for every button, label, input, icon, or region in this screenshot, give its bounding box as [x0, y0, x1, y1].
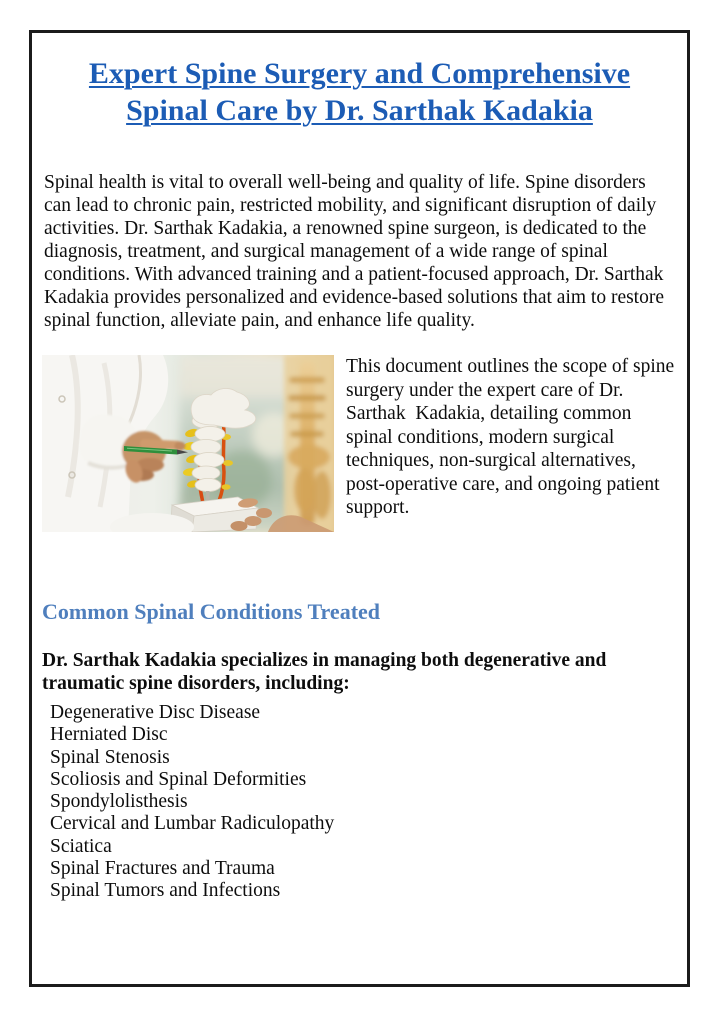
condition-item: Sciatica	[50, 835, 112, 857]
page-border-frame	[29, 30, 690, 987]
intro-paragraph: Spinal health is vital to overall well-being and quality of life. Spine disorders can lead to chronic pain, restricted mobility, and significant disruption of daily activities. Dr. Sarthak Kadakia, a renowned spine surgeon, is dedicated to the diagnosis, treatment, and surgical management of a wide range of spinal conditions. With advanced training and a patient-focused approach, Dr. Sarthak Kadakia provides personalized and evidence-based solutions that aim to restore spinal function, alleviate pain, and enhance life quality.	[44, 172, 665, 331]
figure-row	[42, 355, 680, 532]
section-lead: Dr. Sarthak Kadakia specializes in managing both degenerative and traumatic spine disorders, including:	[42, 650, 607, 694]
figure-side-text: This document outlines the scope of spine surgery under the expert care of Dr. Sarthak Kadakia, detailing common spinal conditions, modern surgical techniques, non-surgical alternatives, post-operative care, and ongoing patient support.	[346, 356, 680, 518]
condition-item: Spinal Stenosis	[50, 746, 170, 768]
background-skeleton	[284, 355, 334, 532]
condition-item: Cervical and Lumbar Radiculopathy	[50, 813, 335, 835]
document-title[interactable]: Expert Spine Surgery and Comprehensive Spinal Care by Dr. Sarthak Kadakia	[88, 57, 631, 127]
condition-item: Scoliosis and Spinal Deformities	[50, 768, 307, 790]
condition-item: Spondylolisthesis	[50, 791, 188, 813]
section-heading: Common Spinal Conditions Treated	[42, 599, 381, 624]
conditions-list	[42, 702, 677, 903]
doctor-spine-photo	[42, 355, 334, 532]
condition-item: Spinal Fractures and Trauma	[50, 858, 275, 880]
condition-item: Spinal Tumors and Infections	[50, 880, 281, 902]
condition-item: Herniated Disc	[50, 724, 168, 746]
condition-item: Degenerative Disc Disease	[50, 702, 261, 723]
